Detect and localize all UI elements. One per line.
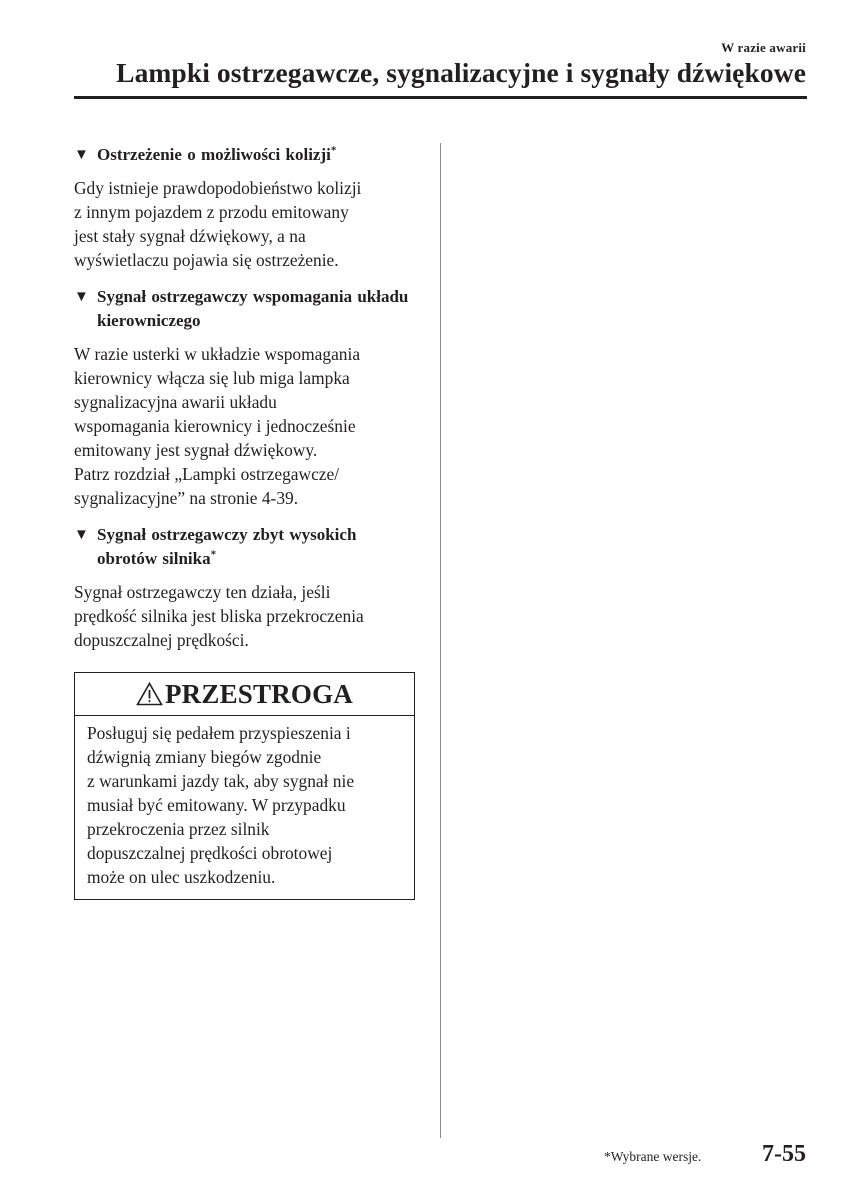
footnote: *Wybrane wersje. bbox=[604, 1149, 702, 1164]
section-engine-overspeed-warning bbox=[74, 523, 419, 652]
heading-text bbox=[97, 143, 419, 167]
caution-body: Posługuj się pedałem przyspieszenia i dźwignią zmiany biegów zgodnie z warunkami jazdy tak, aby sygnał nie musiał być emitowany. W przypadku przekroczenia przez silnik dopuszczalnej prędkości obrotowej może on ulec uszkodzeniu. bbox=[87, 723, 355, 887]
heading-label: Sygnał ostrzegawczy wspomagania układu kierowniczego bbox=[97, 287, 409, 330]
caution-title: PRZESTROGA bbox=[164, 678, 354, 709]
caution-header bbox=[75, 673, 414, 716]
heading-text bbox=[97, 285, 419, 333]
section-heading bbox=[74, 143, 419, 167]
optional-equipment-asterisk: * bbox=[210, 548, 217, 561]
optional-equipment-asterisk: * bbox=[330, 144, 337, 157]
column-divider bbox=[440, 143, 441, 1138]
section-heading bbox=[74, 285, 419, 333]
heading-label: Ostrzeżenie o możliwości kolizji bbox=[97, 145, 331, 164]
triangle-down-icon: ▼ bbox=[74, 289, 89, 305]
section-body: Gdy istnieje prawdopodobieństwo kolizji z innym pojazdem z przodu emitowany jest stały sygnał dźwiękowy, a na wyświetlaczu pojawia się ostrzeżenie. bbox=[74, 178, 362, 270]
triangle-down-icon: ▼ bbox=[74, 527, 89, 543]
section-label: W razie awarii bbox=[721, 40, 806, 55]
section-body: W razie usterki w układzie wspomagania kierownicy włącza się lub miga lampka sygnalizacyjna awarii układu wspomagania kierownicy i jednocześnie emitowany jest sygnał dźwiękowy. Patrz rozdział „Lampki ostrzegawcze/ sygnalizacyjne” na stronie 4-39. bbox=[74, 344, 361, 508]
heading-text bbox=[97, 523, 419, 571]
section-collision-warning bbox=[74, 143, 419, 272]
section-body: Sygnał ostrzegawczy ten działa, jeśli prędkość silnika jest bliska przekroczenia dopuszczalnej prędkości. bbox=[74, 582, 364, 650]
heading-label: Sygnał ostrzegawczy zbyt wysokich obrotów silnika bbox=[97, 525, 357, 568]
section-power-steering-warning bbox=[74, 285, 419, 510]
section-heading bbox=[74, 523, 419, 571]
triangle-down-icon: ▼ bbox=[74, 147, 89, 163]
caution-box bbox=[74, 672, 415, 900]
warning-triangle-icon bbox=[136, 682, 163, 706]
left-column bbox=[74, 143, 419, 900]
page-title: Lampki ostrzegawcze, sygnalizacyjne i sygnały dźwiękowe bbox=[116, 57, 806, 88]
title-rule bbox=[74, 96, 807, 99]
page-number: 7-55 bbox=[762, 1141, 806, 1167]
